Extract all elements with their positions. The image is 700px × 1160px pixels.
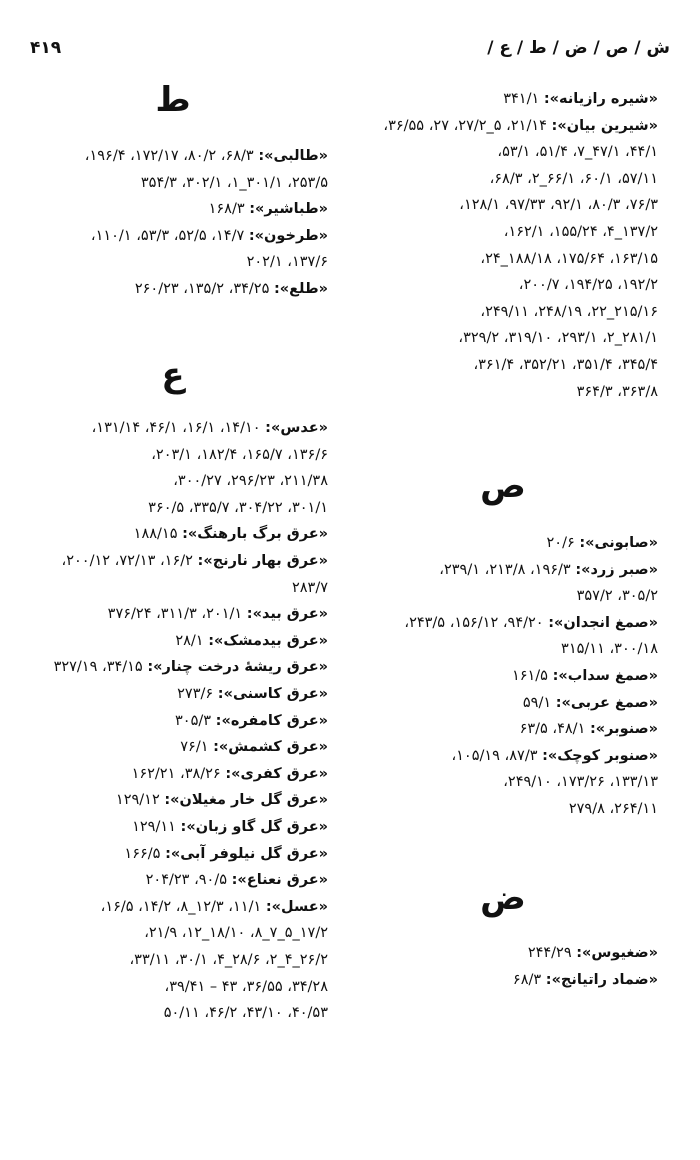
entry-line — [18, 920, 328, 947]
entry-line — [348, 192, 658, 219]
entry-references: ۳۰۵/۳ — [175, 712, 212, 729]
entry-references: ۷۶/۳، ۸۰/۳، ۹۲/۱، ۹۷/۳۳، ۱۲۸/۱، — [459, 197, 658, 214]
entry-term: «عرق گل خار مغیلان»: — [164, 792, 328, 809]
entry-term: «صابونی»: — [579, 535, 658, 551]
entry-term: «صمغ سداب»: — [552, 668, 658, 684]
entry-references: ۴۸/۱، ۶۳/۵ — [519, 721, 586, 738]
entry-references: ۲۵۳/۵، ۳۰۱/۱_۱، ۳۰۲/۱، ۳۵۴/۳ — [140, 174, 328, 191]
entry-term: «عرق گل نیلوفر آبی»: — [165, 845, 328, 862]
entry-term: «عرق کفری»: — [225, 765, 328, 782]
entry-references: ۲۱۱/۳۸، ۲۹۶/۲۳، ۳۰۰/۲۷، — [173, 473, 328, 490]
right-column — [348, 0, 658, 1160]
entry-references: ۸۷/۳، ۱۰۵/۱۹، — [451, 747, 538, 764]
entry-line — [348, 113, 658, 140]
entry-line — [348, 796, 658, 823]
entry-references: ۱۷/۲_۵_۷_۸، ۱۸/۱۰_۱۲، ۲۱/۹، — [144, 925, 328, 942]
entry-references: ۳۸/۲۶، ۱۶۲/۲۱ — [131, 765, 221, 782]
entry-term: «شیره رازیانه»: — [543, 91, 658, 107]
entry-line — [18, 468, 328, 495]
entry-line — [348, 530, 658, 557]
entry-line — [348, 583, 658, 610]
entry-references: ۳۴۵/۴، ۳۵۱/۴، ۳۵۲/۲۱، ۳۶۱/۴، — [473, 356, 658, 373]
entry-references: ۲۶۴/۱۱، ۲۷۹/۸ — [568, 800, 658, 817]
entry-line — [18, 814, 328, 841]
entry-references: ۳۴/۲۸، ۳۶/۵۵، ۴۳ – ۳۹/۴۱، — [164, 978, 328, 995]
entry-references: ۶۸/۳ — [512, 971, 542, 988]
entry-references: ۱۹۲/۲، ۱۹۴/۲۵، ۲۰۰/۷، — [518, 277, 658, 294]
entry-line — [18, 628, 328, 655]
entry-references: ۲۸۱/۱_۲، ۲۹۳/۱، ۳۱۹/۱۰، ۳۲۹/۲، — [458, 330, 658, 347]
entry-references: ۱۶/۲، ۷۲/۱۳، ۲۰۰/۱۲، — [61, 553, 193, 569]
entry-line — [18, 1000, 328, 1027]
entry-references: ۳۰۱/۱، ۳۰۴/۲۲، ۳۳۵/۷، ۳۶۰/۵ — [148, 499, 328, 516]
entry-references: ۱۶۸/۳ — [208, 201, 245, 218]
section-letter-ta: ط — [155, 80, 191, 120]
entry-line — [18, 495, 328, 522]
entry-line — [18, 841, 328, 868]
index-entry — [18, 628, 328, 655]
entry-line — [18, 601, 328, 628]
entry-term: «عرق برگ بارهنگ»: — [182, 526, 328, 543]
entry-line — [18, 947, 328, 974]
entry-term: «ضماد راتیانج»: — [545, 971, 658, 988]
entry-references: ۳۰۵/۲، ۳۵۷/۲ — [576, 588, 658, 605]
entry-references: ۱۱/۱، ۱۲/۳_۸، ۱۴/۲، ۱۶/۵، — [100, 898, 262, 915]
entry-references: ۳۶۳/۸، ۳۶۴/۳ — [576, 383, 658, 400]
entry-references: ۱۲۹/۱۲ — [115, 792, 160, 809]
entry-term: «صبر زرد»: — [575, 561, 658, 578]
entry-references: ۱۶۳/۱۵، ۱۷۵/۶۴، ۱۸۸/۱۸_۲۴، — [480, 250, 658, 267]
entry-line — [348, 769, 658, 796]
entry-term: «طباشیر»: — [249, 201, 328, 218]
left-column — [18, 0, 328, 1160]
entry-line — [18, 521, 328, 548]
entry-line — [18, 575, 328, 602]
entry-line — [18, 761, 328, 788]
entry-references: ۱۶۱/۵ — [511, 668, 548, 684]
index-entry — [348, 690, 658, 717]
entry-references: ۲۰/۶ — [546, 535, 575, 551]
entry-line — [18, 249, 328, 276]
entry-references: ۵۹/۱ — [522, 694, 552, 711]
entry-line — [348, 743, 658, 770]
index-entry — [18, 787, 328, 814]
entry-line — [18, 894, 328, 921]
entry-line — [18, 276, 328, 303]
letter-navigation: ش / ص / ض / ط / ع / — [487, 38, 670, 58]
entry-references: ۹۴/۲۰، ۱۵۶/۱۲، ۲۴۳/۵، — [404, 614, 544, 631]
index-entry — [348, 940, 658, 967]
index-entry — [18, 548, 328, 601]
index-entry — [18, 867, 328, 894]
entry-line — [18, 442, 328, 469]
entry-term: «عدس»: — [265, 420, 328, 436]
entry-line — [18, 170, 328, 197]
index-entry — [18, 734, 328, 761]
entry-term: «ضغیوس»: — [576, 945, 658, 961]
entry-references: ۲۷۳/۶ — [177, 686, 214, 702]
entry-references: ۴۰/۵۳، ۴۳/۱۰، ۴۶/۲، ۵۰/۱۱ — [163, 1005, 328, 1022]
entry-references: ۱۳۷/۶، ۲۰۲/۱ — [246, 254, 328, 271]
entry-line — [18, 548, 328, 575]
entry-references: ۲۸۳/۷ — [291, 579, 328, 596]
entry-term: «عرق کامفره»: — [215, 712, 328, 729]
entry-references: ۱۸۸/۱۵ — [133, 526, 178, 543]
entry-references: ۲۰۱/۱، ۳۱۱/۳، ۳۷۶/۲۴ — [107, 606, 243, 623]
entry-term: «عرق کشمش»: — [213, 739, 328, 756]
index-entry — [18, 654, 328, 681]
entry-line — [348, 272, 658, 299]
entry-references: ۱۴/۷، ۵۲/۵، ۵۳/۳، ۱۱۰/۱، — [90, 227, 245, 244]
entry-line — [18, 143, 328, 170]
index-entry — [18, 223, 328, 276]
entry-term: «عرق کاسنی»: — [217, 686, 328, 702]
entry-line — [348, 299, 658, 326]
index-entry — [348, 86, 658, 113]
entry-references: ۶۸/۳، ۸۰/۲، ۱۷۲/۱۷، ۱۹۶/۴، — [84, 148, 254, 164]
entry-references: ۲۱۵/۱۶_۲۲، ۲۴۸/۱۹، ۲۴۹/۱۱، — [480, 303, 658, 320]
index-entry — [348, 530, 658, 557]
entry-line — [18, 681, 328, 708]
entry-line — [18, 415, 328, 442]
entry-references: ۲۶/۲_۴_۲، ۲۸/۶_۴، ۳۰/۱، ۳۳/۱۱، — [129, 951, 328, 968]
index-entry — [348, 610, 658, 663]
entry-term: «عرق بهار نارنج»: — [197, 553, 328, 569]
index-entry — [348, 967, 658, 994]
entry-references: ۱۳۶/۶، ۱۶۵/۷، ۱۸۲/۴، ۲۰۳/۱، — [151, 446, 328, 463]
section-letter-sad: ص — [480, 466, 526, 506]
entry-line — [348, 967, 658, 994]
index-entry — [348, 743, 658, 823]
entry-term: «عرق گل گاو زبان»: — [180, 819, 328, 835]
section-letter-zad: ض — [480, 878, 526, 918]
index-entry — [18, 761, 328, 788]
entry-references: ۱۴/۱۰، ۱۶/۱، ۴۶/۱، ۱۳۱/۱۴، — [91, 420, 261, 436]
entry-line — [348, 139, 658, 166]
index-entry — [348, 557, 658, 610]
entry-line — [18, 787, 328, 814]
entry-line — [348, 663, 658, 690]
entry-references: ۲۸/۱ — [175, 632, 204, 649]
entry-line — [348, 325, 658, 352]
entry-term: «عرق نعناع»: — [231, 872, 328, 889]
index-entry — [18, 415, 328, 521]
entry-line — [18, 654, 328, 681]
index-entry — [18, 814, 328, 841]
entry-references: ۲۴۴/۲۹ — [527, 945, 572, 961]
entry-line — [348, 610, 658, 637]
entry-references: ۵۷/۱۱، ۶۰/۱، ۶۶/۱_۲، ۶۸/۳، — [489, 170, 658, 187]
entry-line — [348, 352, 658, 379]
entry-line — [348, 716, 658, 743]
entry-line — [18, 974, 328, 1001]
entry-line — [348, 379, 658, 406]
entry-references: ۱۳۳/۱۳، ۱۷۳/۲۶، ۲۴۹/۱۰، — [503, 774, 658, 791]
entry-term: «صنوبر»: — [589, 721, 658, 738]
entry-references: ۳۰۰/۱۸، ۳۱۵/۱۱ — [561, 641, 658, 658]
index-entry — [18, 708, 328, 735]
entry-line — [348, 219, 658, 246]
entry-term: «عرق ریشهٔ درخت چنار»: — [147, 659, 328, 676]
entry-references: ۱۹۶/۳، ۲۱۳/۸، ۲۳۹/۱، — [439, 561, 571, 578]
page-number: ۴۱۹ — [30, 38, 62, 58]
entry-line — [348, 246, 658, 273]
entry-line — [18, 734, 328, 761]
entry-line — [18, 223, 328, 250]
index-entry — [348, 113, 658, 406]
entry-line — [348, 166, 658, 193]
entry-term: «صمغ عربی»: — [555, 694, 658, 711]
index-entry — [18, 276, 328, 303]
entry-term: «عرق بید»: — [246, 606, 328, 623]
entry-term: «صنوبر کوچک»: — [542, 747, 658, 764]
entry-references: ۹۰/۵، ۲۰۴/۲۳ — [145, 872, 228, 889]
entry-references: ۱۳۷/۲_۴، ۱۵۵/۲۴، ۱۶۲/۱، — [503, 223, 658, 240]
entry-references: ۳۴/۲۵، ۱۳۵/۲، ۲۶۰/۲۳ — [134, 281, 270, 297]
entry-references: ۱۲۹/۱۱ — [132, 819, 176, 835]
entry-references: ۳۴۱/۱ — [503, 91, 540, 107]
entry-term: «طلع»: — [273, 281, 328, 297]
entry-references: ۲۱/۱۴، ۵_۲۷/۲، ۲۷، ۳۶/۵۵، — [383, 117, 547, 134]
entry-references: ۳۴/۱۵، ۳۲۷/۱۹ — [53, 659, 143, 676]
index-entry — [18, 521, 328, 548]
index-entry — [18, 601, 328, 628]
entry-references: ۷۶/۱ — [180, 739, 209, 756]
entry-line — [348, 636, 658, 663]
index-entry — [348, 716, 658, 743]
index-entry — [18, 894, 328, 1027]
entry-term: «عسل»: — [265, 898, 328, 915]
entry-term: «طالبی»: — [258, 148, 328, 164]
entry-term: «عرق بیدمشک»: — [208, 632, 328, 649]
section-letter-ayn: ع — [161, 355, 185, 395]
entry-line — [18, 708, 328, 735]
entry-references: ۱۶۶/۵ — [124, 845, 161, 862]
index-entry — [348, 663, 658, 690]
entry-term: «شیرین بیان»: — [551, 117, 658, 134]
entry-line — [348, 690, 658, 717]
entry-references: ۴۴/۱، ۴۷/۱_۷، ۵۱/۴، ۵۳/۱، — [497, 144, 658, 161]
entry-term: «صمغ انجدان»: — [548, 614, 658, 631]
index-entry — [18, 841, 328, 868]
index-entry — [18, 143, 328, 196]
index-entry — [18, 681, 328, 708]
entry-line — [348, 940, 658, 967]
entry-line — [18, 196, 328, 223]
entry-term: «طرخون»: — [248, 227, 328, 244]
entry-line — [18, 867, 328, 894]
entry-line — [348, 86, 658, 113]
index-entry — [18, 196, 328, 223]
entry-line — [348, 557, 658, 584]
